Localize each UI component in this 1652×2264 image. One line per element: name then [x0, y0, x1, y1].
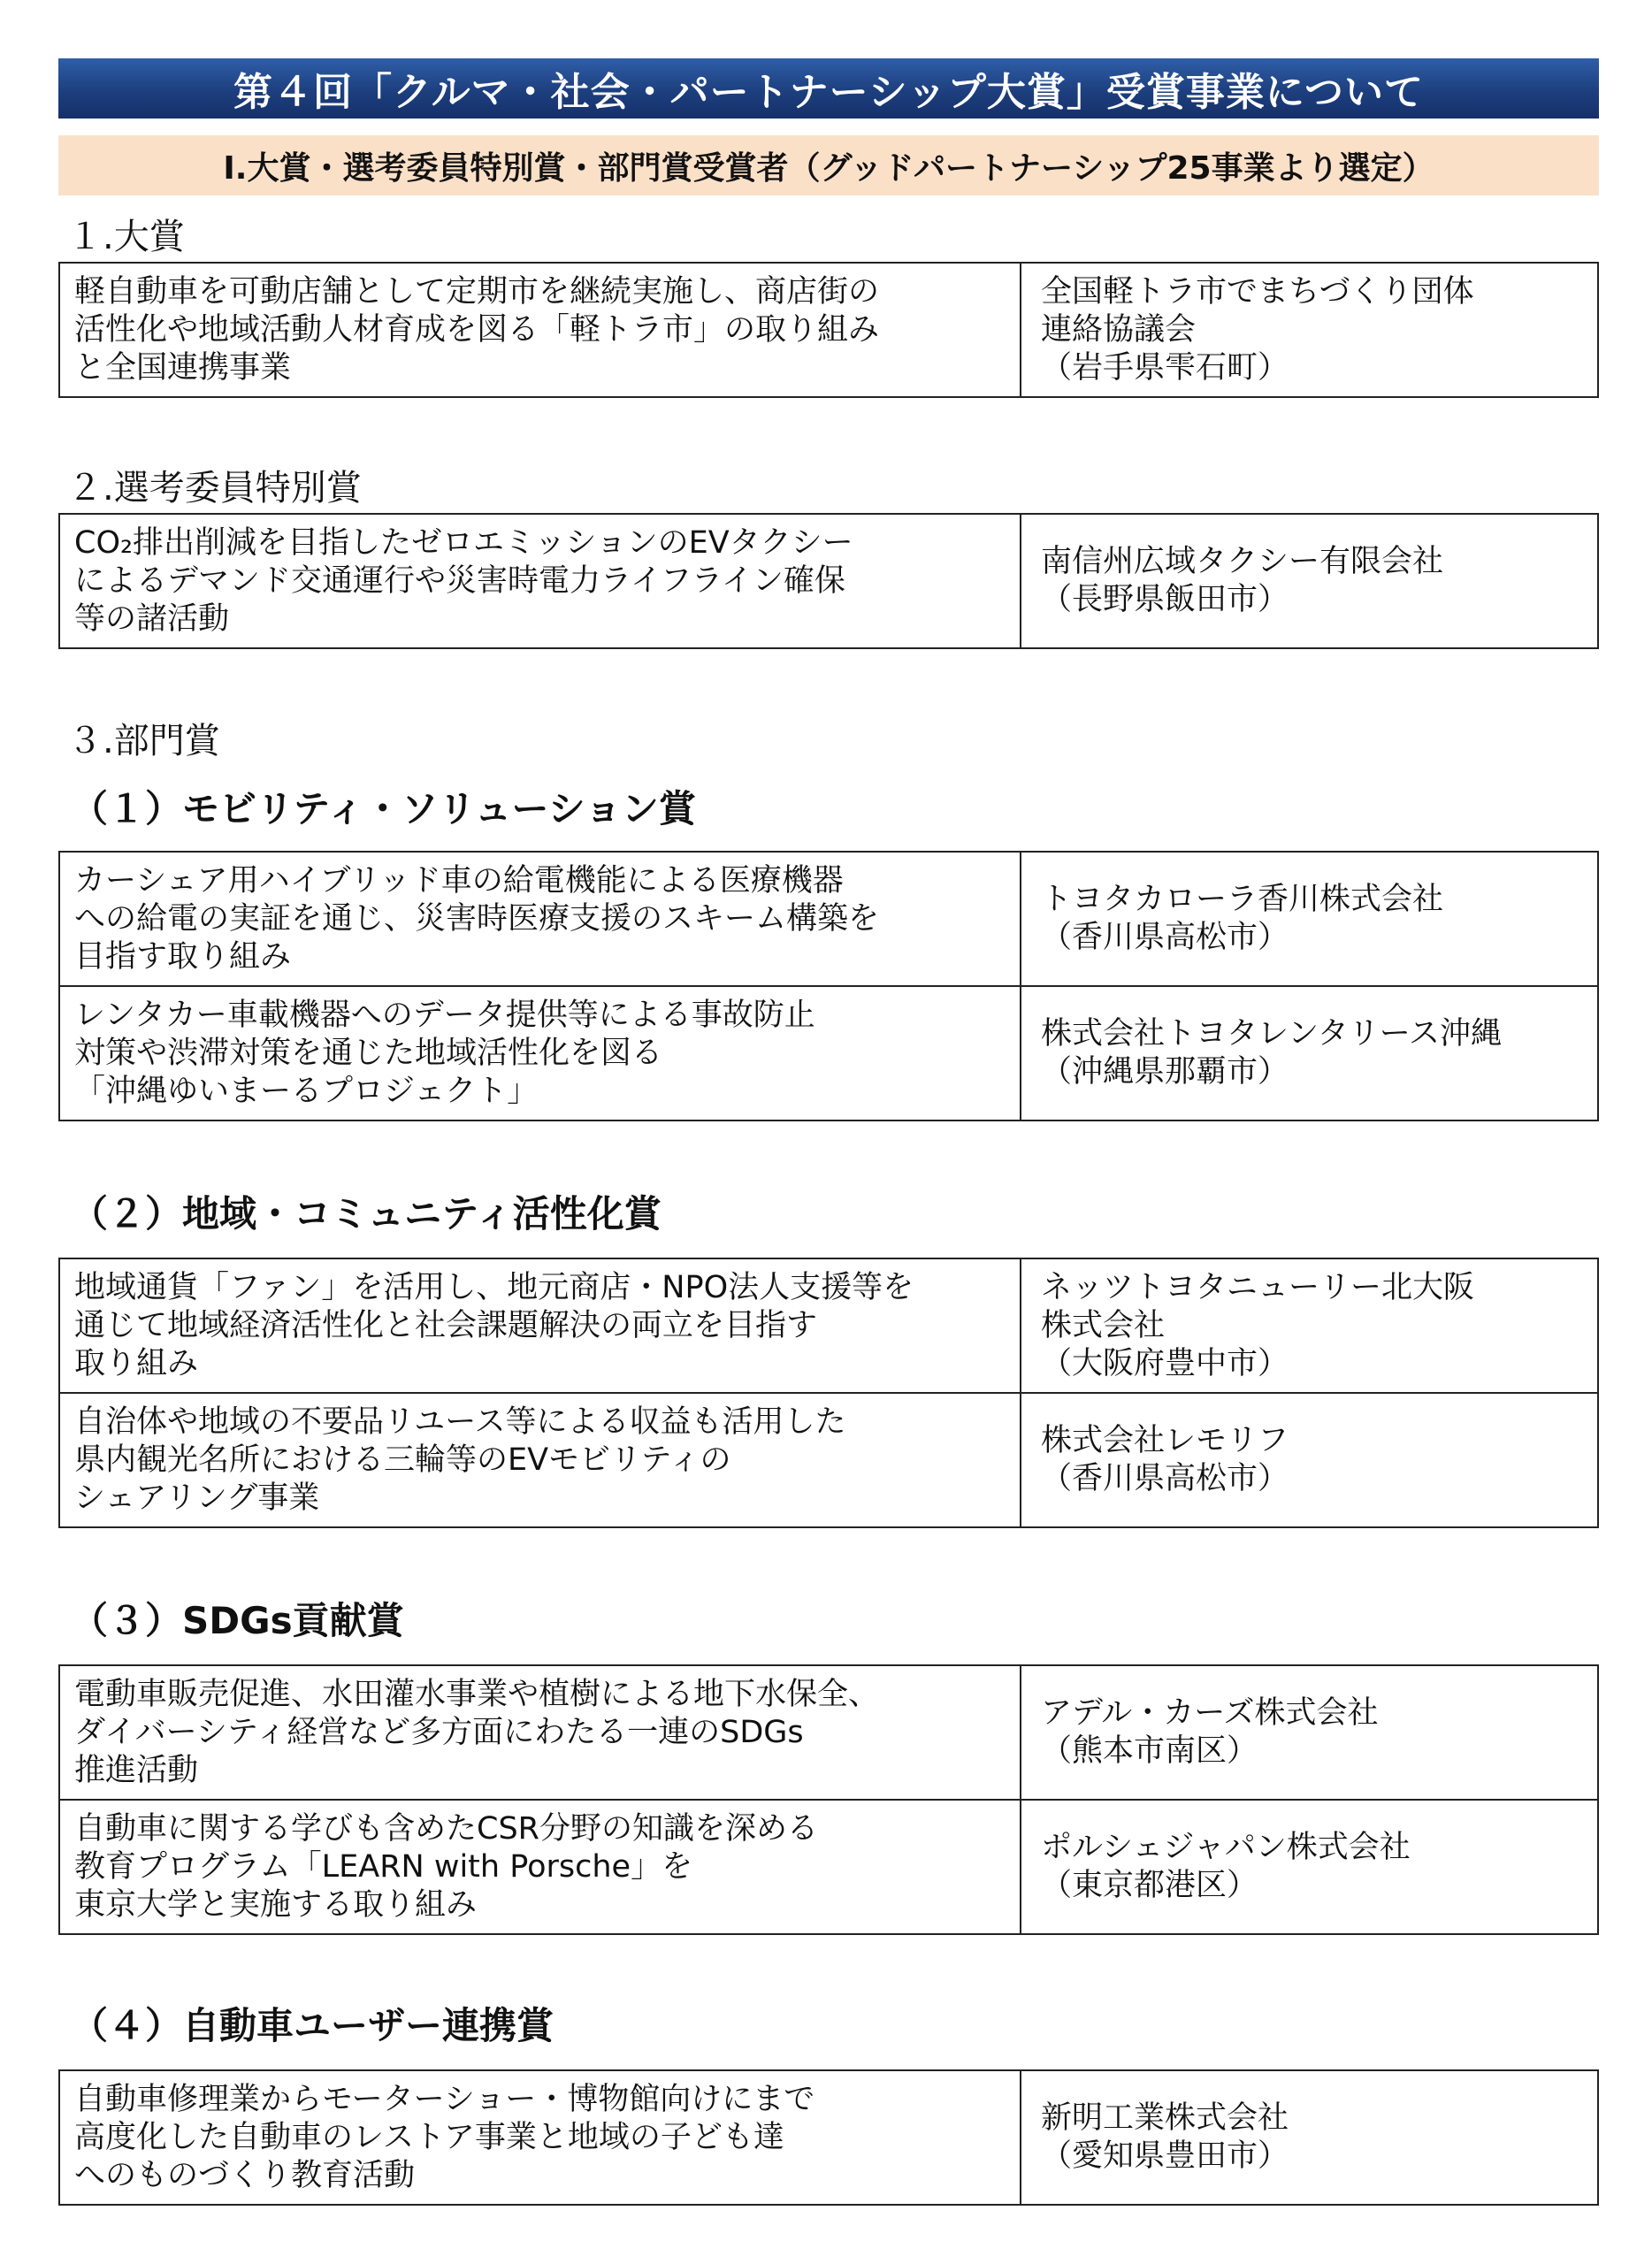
table-row	[59, 986, 1598, 1121]
desc-line: によるデマンド交通運行や災害時電力ライフライン確保	[74, 562, 845, 599]
award-description	[59, 1258, 1021, 1393]
org-line: （愛知県豊田市）	[1041, 2138, 1289, 2174]
section-heading-special-prize: ２.選考委員特別賞	[67, 468, 362, 509]
desc-line: 高度化した自動車のレストア事業と地域の子ども達	[74, 2119, 784, 2155]
desc-line: 「沖縄ゆいまーるプロジェクト」	[74, 1073, 539, 1109]
desc-line: 取り組み	[74, 1345, 199, 1381]
desc-line: 教育プログラム「LEARN with Porsche」を	[74, 1848, 693, 1885]
award-organization	[1021, 263, 1598, 397]
org-line: 新明工業株式会社	[1041, 2100, 1289, 2136]
org-line: ネッツトヨタニューリー北大阪	[1041, 1269, 1475, 1305]
org-line: アデル・カーズ株式会社	[1041, 1695, 1379, 1731]
org-line: （香川県高松市）	[1041, 1461, 1289, 1496]
category-heading-auto-user: （４）自動車ユーザー連携賞	[71, 2004, 554, 2047]
award-organization	[1021, 1665, 1598, 1800]
page-subtitle: Ⅰ.大賞・選考委員特別賞・部門賞受賞者（グッドパートナーシップ25事業より選定）	[58, 135, 1599, 195]
desc-line: 地域通貨「ファン」を活用し、地元商店・NPO法人支援等を	[74, 1269, 914, 1305]
org-line: （東京都港区）	[1041, 1868, 1258, 1903]
desc-line: 目指す取り組み	[74, 938, 292, 975]
table-row	[59, 1800, 1598, 1934]
desc-line: 東京大学と実施する取り組み	[74, 1886, 478, 1923]
desc-line: ダイバーシティ経営など多方面にわたる一連のSDGs	[74, 1714, 804, 1750]
award-organization	[1021, 852, 1598, 986]
award-description	[59, 986, 1021, 1121]
award-description	[59, 514, 1021, 648]
desc-line: へのものづくり教育活動	[74, 2157, 416, 2193]
table-row	[59, 1665, 1598, 1800]
award-organization	[1021, 986, 1598, 1121]
award-description	[59, 1393, 1021, 1527]
desc-line: への給電の実証を通じ、災害時医療支援のスキーム構築を	[74, 900, 880, 937]
org-line: 株式会社レモリフ	[1041, 1423, 1289, 1458]
org-line: 全国軽トラ市でまちづくり団体	[1041, 273, 1474, 310]
org-line: 株式会社	[1041, 1307, 1166, 1343]
org-line: （長野県飯田市）	[1041, 582, 1289, 617]
award-organization	[1021, 1800, 1598, 1934]
desc-line: 対策や渋滞対策を通じた地域活性化を図る	[74, 1035, 663, 1071]
desc-line: 軽自動車を可動店舗として定期市を継続実施し、商店街の	[74, 273, 880, 310]
org-line: 連絡協議会	[1041, 311, 1197, 348]
section-heading-grand-prize: １.大賞	[67, 217, 185, 257]
desc-line: 電動車販売促進、水田灌水事業や植樹による地下水保全、	[74, 1676, 880, 1712]
award-description	[59, 2070, 1021, 2205]
community-prize-table	[58, 1258, 1599, 1528]
table-row	[59, 1393, 1598, 1527]
desc-line: CO₂排出削減を目指したゼロエミッションのEVタクシー	[74, 524, 853, 561]
desc-line: 自治体や地域の不要品リユース等による収益も活用した	[74, 1404, 846, 1440]
desc-line: 県内観光名所における三輪等のEVモビリティの	[74, 1442, 731, 1478]
org-line: ポルシェジャパン株式会社	[1041, 1830, 1411, 1865]
award-description	[59, 852, 1021, 986]
desc-line: カーシェア用ハイブリッド車の給電機能による医療機器	[74, 862, 844, 899]
desc-line: 活性化や地域活動人材育成を図る「軽トラ市」の取り組み	[74, 311, 880, 348]
special-prize-table	[58, 513, 1599, 649]
section-heading-division-prize: ３.部門賞	[67, 721, 220, 761]
category-heading-sdgs: （３）SDGs貢献賞	[71, 1599, 404, 1642]
org-line: （香川県高松市）	[1041, 920, 1289, 955]
desc-line: 推進活動	[74, 1752, 199, 1788]
award-organization	[1021, 514, 1598, 648]
org-line: （大阪府豊中市）	[1041, 1345, 1289, 1381]
desc-line: レンタカー車載機器へのデータ提供等による事故防止	[74, 997, 815, 1033]
org-line: 株式会社トヨタレンタリース沖縄	[1041, 1016, 1502, 1052]
org-line: （沖縄県那覇市）	[1041, 1054, 1289, 1090]
grand-prize-table	[58, 262, 1599, 398]
desc-line: と全国連携事業	[74, 349, 292, 386]
desc-line: 等の諸活動	[74, 600, 230, 637]
sdgs-prize-table	[58, 1664, 1599, 1935]
award-organization	[1021, 2070, 1598, 2205]
table-row	[59, 263, 1598, 397]
desc-line: 自動車に関する学びも含めたCSR分野の知識を深める	[74, 1810, 818, 1847]
org-line: （岩手県雫石町）	[1041, 349, 1289, 386]
award-organization	[1021, 1393, 1598, 1527]
award-description	[59, 1665, 1021, 1800]
table-row	[59, 1258, 1598, 1393]
auto-user-prize-table	[58, 2069, 1599, 2206]
award-description	[59, 1800, 1021, 1934]
desc-line: 通じて地域経済活性化と社会課題解決の両立を目指す	[74, 1307, 818, 1343]
page-title: 第４回「クルマ・社会・パートナーシップ大賞」受賞事業について	[58, 58, 1599, 119]
desc-line: シェアリング事業	[74, 1480, 320, 1516]
org-line: （熊本市南区）	[1041, 1733, 1258, 1769]
category-heading-community: （２）地域・コミュニティ活性化賞	[71, 1192, 662, 1235]
table-row	[59, 514, 1598, 648]
table-row	[59, 852, 1598, 986]
table-row	[59, 2070, 1598, 2205]
category-heading-mobility: （１）モビリティ・ソリューション賞	[71, 787, 696, 830]
org-line: トヨタカローラ香川株式会社	[1041, 882, 1444, 917]
desc-line: 自動車修理業からモーターショー・博物館向けにまで	[74, 2081, 815, 2117]
org-line: 南信州広域タクシー有限会社	[1041, 544, 1444, 579]
award-organization	[1021, 1258, 1598, 1393]
mobility-prize-table	[58, 851, 1599, 1121]
award-description	[59, 263, 1021, 397]
